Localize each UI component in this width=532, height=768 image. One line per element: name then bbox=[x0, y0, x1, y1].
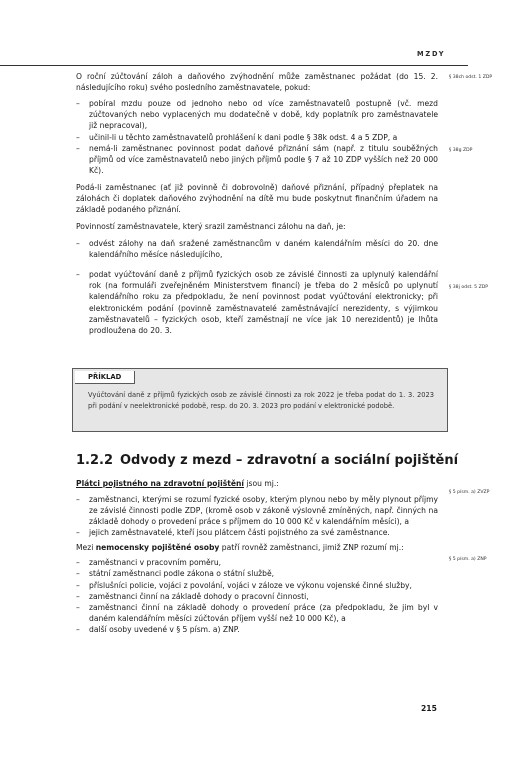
section-title: Odvody z mezd – zdravotní a sociální pojištění bbox=[120, 453, 459, 468]
list-item: – další osoby uvedené v § 5 písm. a) ZNP. bbox=[76, 625, 240, 635]
text-block-bottom bbox=[76, 478, 438, 639]
margin-note: § 38ch odst. 1 ZDP bbox=[449, 75, 493, 80]
list-item: – zaměstnanci činní na základě dohody o pracovní činnosti, bbox=[76, 591, 309, 601]
section-number: 1.2.2 bbox=[76, 453, 114, 468]
margin-note: § 38g ZDP bbox=[449, 148, 473, 153]
list-item: – zaměstnanci, kterými se rozumí fyzické osoby, kterým plynou nebo by měly plynout příjmy ze závislé činnosti podle ZDP, (kromě osob v zákoně výslovně zmíněných, např. činných na základě dohody o provedení práce s příjmem do 10 000 Kč v kalendářním měsíci), a bbox=[76, 494, 438, 527]
section-heading bbox=[76, 453, 458, 468]
list-item: – zaměstnanci v pracovním poměru, bbox=[76, 558, 222, 568]
header-rule bbox=[0, 65, 468, 66]
conditions-list bbox=[76, 98, 438, 176]
intro-paragraph: O roční zúčtování záloh a daňového zvýhodnění může zaměstnanec požádat (do 15. 2. následujícího roku) svého posledního zaměstnavatele, pokud: bbox=[76, 72, 438, 93]
margin-note: § 5 písm. a) ZNP bbox=[449, 557, 487, 562]
margin-note: § 38j odst. 5 ZDP bbox=[449, 285, 489, 290]
list-item: – učinil-li u těchto zaměstnavatelů prohlášení k dani podle § 38k odst. 4 a 5 ZDP, a bbox=[76, 132, 398, 142]
sickness-list bbox=[76, 557, 438, 635]
tax-return-paragraph: Podá-li zaměstnanec (ať již povinně či dobrovolně) daňové přiznání, případný přeplatek na zálohách či doplatek daňového zvýhodnění na dítě mu bude poskytnut finančním úřadem na základě podaného přiznání. bbox=[76, 182, 438, 215]
sickness-lead: Mezi nemocensky pojištěné osoby patří rovněž zaměstnanci, jimiž ZNP rozumí mj.: bbox=[76, 542, 404, 552]
list-item: – pobíral mzdu pouze od jednoho nebo od více zaměstnavatelů postupně (vč. mezd zúčtovaných nebo vyplacených mu dodatečně v době, kdy poplatník pro zaměstnavatele již nepracoval), bbox=[76, 98, 438, 131]
example-title: PŘÍKLAD bbox=[75, 371, 135, 384]
example-text: Vyúčtování daně z příjmů fyzických osob ze závislé činnosti za rok 2022 je třeba podat do 1. 3. 2023 při podání v neelektronické podobě, resp. do 20. 3. 2023 pro podání v elektronické podobě. bbox=[88, 391, 434, 410]
list-item: – nemá-li zaměstnanec povinnost podat daňové přiznání sám (např. z titulu souběžných příjmů od více zaměstnavatelů nebo jiných příjmů podle § 7 až 10 ZDP vyšších než 20 000 Kč). bbox=[76, 143, 438, 176]
health-lead: Plátci pojistného na zdravotní pojištění jsou mj.: bbox=[76, 479, 279, 488]
page-number: 215 bbox=[421, 704, 437, 713]
running-header: MZDY bbox=[417, 50, 446, 58]
example-box bbox=[72, 368, 448, 432]
employer-duties-paragraph: Povinností zaměstnavatele, který srazil zaměstnanci zálohu na daň, je: bbox=[76, 221, 346, 231]
list-item: – státní zaměstnanci podle zákona o státní službě, bbox=[76, 569, 275, 579]
list-item: – jejich zaměstnavatelé, kteří jsou plátcem části pojistného za své zaměstnance. bbox=[76, 528, 390, 538]
list-item: – příslušníci policie, vojáci z povolání, vojáci v záloze ve výkonu vojenské činné služby, bbox=[76, 580, 412, 590]
list-item: – odvést zálohy na daň sražené zaměstnancům v daném kalendářním měsíci do 20. dne kalendářního měsíce následujícího, bbox=[76, 238, 438, 259]
duties-list bbox=[76, 238, 438, 337]
text-block-top bbox=[76, 71, 438, 342]
health-list bbox=[76, 494, 438, 539]
list-item: – zaměstnanci činní na základě dohody o provedení práce (za předpokladu, že jim byl v daném kalendářním měsíci zúčtován příjem vyšší než 10 000 Kč), a bbox=[76, 603, 438, 624]
list-item: – podat vyúčtování daně z příjmů fyzických osob ze závislé činnosti za uplynulý kalendářní rok (na formuláři zveřejněném Ministerstvem financí) je třeba do 2 měsíců po uplynutí kalendářního roku za předpokladu, že není povinnost podat vyúčtování elektronicky; při elektronickém podání (povinně zaměstnavatelé zaměstnávající nerezidenty, s výjimkou zaměstnavatelů – fyzických osob, kteří zaměstnají ne více jak 10 nerezidentů) je lhůta prodloužena do 20. 3. bbox=[76, 270, 438, 336]
margin-note: § 5 písm. a) ZVZP bbox=[449, 490, 490, 495]
